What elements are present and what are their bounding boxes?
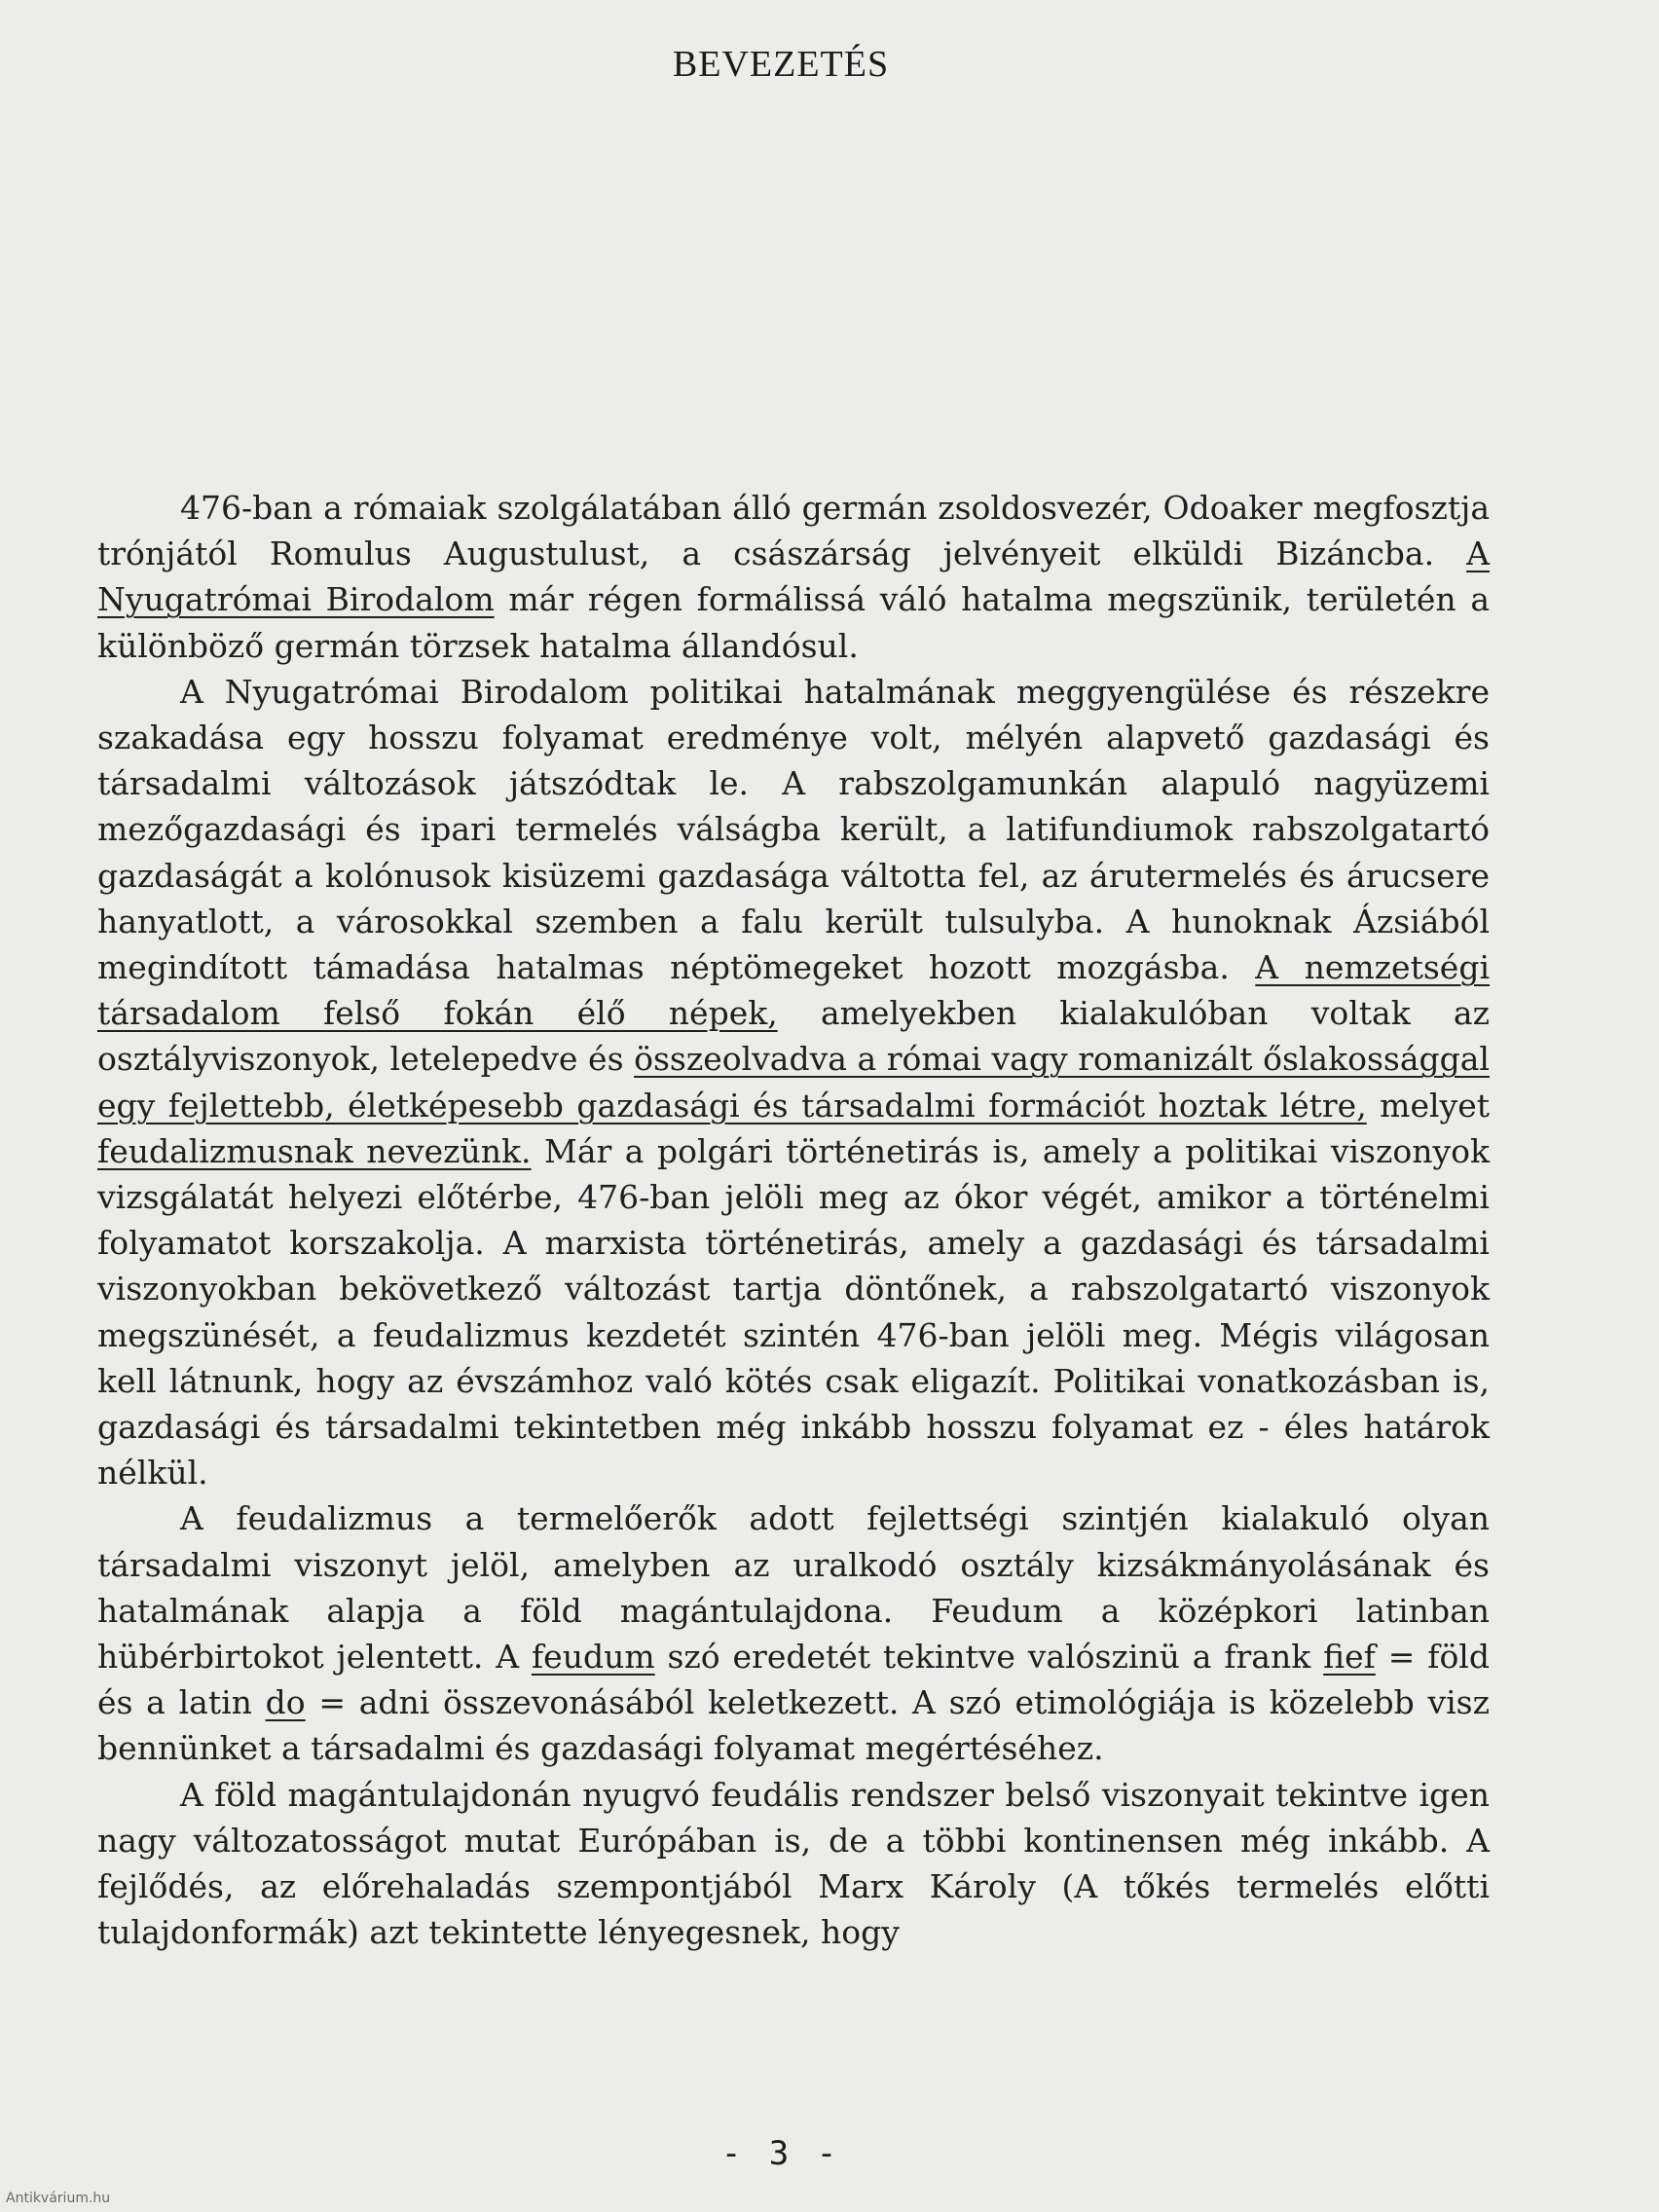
underlined-phrase: A Nyugatrómai Birodalom <box>97 535 1490 619</box>
text-run: A föld magántulajdonán nyugvó feudális rendszer belső viszonyait tekintve igen nagy változatosságot mutat Európában is, de a többi kontinensen még inkább. A fejlődés, az előrehaladás szempontjából Marx Károly (A tőkés termelés előtti tulajdonformák) azt tekintette lényegesnek, hogy <box>97 1775 1490 1952</box>
underlined-phrase: összeolvadva a római vagy romanizált őslakossággal egy fejlettebb, életképesebb gazdasági és társadalmi formációt hoztak létre, <box>97 1040 1490 1124</box>
underlined-phrase: feudalizmusnak nevezünk. <box>97 1131 532 1170</box>
text-run: = föld és a latin <box>97 1638 1490 1722</box>
paragraph <box>97 1772 1490 1956</box>
paragraph <box>97 669 1490 1496</box>
underlined-phrase: do <box>265 1683 306 1722</box>
text-run: már régen formálissá váló hatalma megszünik, területén a különböző germán törzsek hatalma állandósul. <box>97 580 1491 665</box>
text-run: = adni összevonásából keletkezett. A szó etimológiája is közelebb visz bennünket a társadalmi és gazdasági folyamat megértéséhez. <box>97 1683 1490 1768</box>
page-number: - 3 - <box>720 2134 841 2173</box>
underlined-phrase: feudum <box>531 1638 655 1677</box>
page-title: BEVEZETÉS <box>672 44 890 85</box>
text-run: Már a polgári történetirás is, amely a politikai viszonyok vizsgálatát helyezi előtérbe, 476-ban jelöli meg az ókor végét, amikor a történelmi folyamatot korszakolja. A marxista történetirás, amely a gazdasági és társadalmi viszonyokban bekövetkező változást tartja döntőnek, a rabszolgatartó viszonyok megszünését, a feudalizmus kezdetét szintén 476-ban jelöli meg. Mégis világosan kell látnunk, hogy az évszámhoz való kötés csak eligazít. Politikai vonatkozásban is, gazdasági és társadalmi tekintetben még inkább hosszu folyamat ez - éles határok nélkül. <box>97 1131 1490 1493</box>
watermark: Antikvárium.hu <box>6 2191 111 2206</box>
text-run: amelyekben kialakulóban voltak az osztályviszonyok, letelepedve és <box>97 994 1490 1079</box>
body-text <box>97 485 1490 1956</box>
paragraph <box>97 1495 1490 1771</box>
text-run: melyet <box>1366 1086 1490 1124</box>
text-run: 476-ban a rómaiak szolgálatában álló germán zsoldosvezér, Odoaker megfosztja trónjától Romulus Augustulust, a császárság jelvényeit elküldi Bizáncba. <box>97 489 1490 573</box>
paragraph <box>97 485 1490 669</box>
text-run: szó eredetét tekintve valószinü a frank <box>654 1638 1324 1677</box>
text-run: A feudalizmus a termelőerők adott fejlettségi szintjén kialakuló olyan társadalmi viszonyt jelöl, amelyben az uralkodó osztály kizsákmányolásának és hatalmának alapja a föld magántulajdona. Feudum a középkori latinban hübérbirtokot jelentett. A <box>97 1499 1490 1677</box>
text-run: A Nyugatrómai Birodalom politikai hatalmának meggyengülése és részekre szakadása egy hosszu folyamat eredménye volt, mélyén alapvető gazdasági és társadalmi változások játszódtak le. A rabszolgamunkán alapuló nagyüzemi mezőgazdasági és ipari termelés válságba került, a latifundiumok rabszolgatartó gazdaságát a kolónusok kisüzemi gazdasága váltotta fel, az árutermelés és árucsere hanyatlott, a városokkal szemben a falu került tulsulyba. A hunoknak Ázsiából megindított támadása hatalmas néptömegeket hozott mozgásba. <box>97 672 1490 987</box>
underlined-phrase: fief <box>1323 1638 1376 1677</box>
underlined-phrase: A nemzetségi társadalom felső fokán élő népek, <box>97 948 1490 1033</box>
